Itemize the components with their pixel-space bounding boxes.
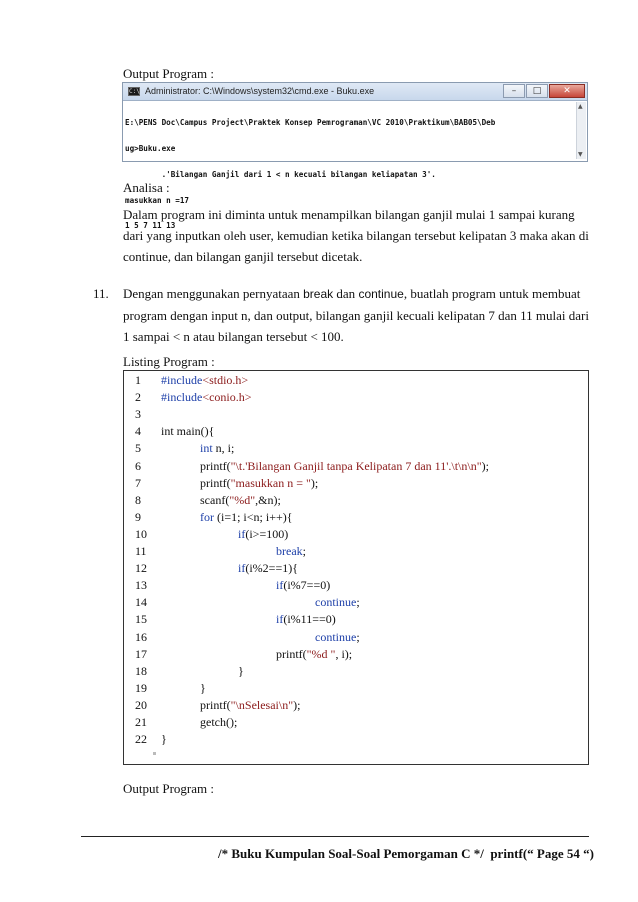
line-number: 15 [135, 612, 147, 627]
line-number: 18 [135, 663, 147, 678]
console-app-icon: C:\ [129, 88, 140, 95]
line-number: 1 [135, 373, 141, 387]
question-number: 11. [93, 286, 109, 301]
code-keyword: continue [315, 595, 357, 610]
line-number: 10 [135, 526, 147, 541]
question-line-1: Dengan menggunakan pernyataan break dan continue, buatlah program untuk membuat [123, 286, 581, 301]
code-token: (i%2==1){ [245, 561, 298, 576]
line-number: 2 [135, 390, 141, 405]
line-number: 22 [135, 732, 147, 747]
line-number: 21 [135, 715, 147, 729]
question-line-2: program dengan input n, dan output, bilangan ganjil kecuali kelipatan 7 dan 11 mulai dari [123, 308, 589, 323]
scroll-down-icon[interactable]: ▼ [578, 151, 583, 158]
code-keyword: for [200, 509, 214, 524]
code-token: getch(); [200, 715, 238, 729]
scroll-up-icon[interactable]: ▲ [578, 103, 583, 110]
code-keyword: if [276, 578, 284, 593]
line-number: 3 [135, 407, 141, 422]
code-token: } [200, 680, 206, 695]
code-text [238, 559, 298, 577]
code-text [200, 696, 300, 714]
code-token: printf( [200, 697, 231, 712]
code-text [238, 525, 288, 543]
code-token: scanf( [200, 492, 230, 507]
code-dot [153, 752, 156, 755]
code-text [315, 628, 360, 646]
code-text [161, 422, 214, 440]
code-text [161, 388, 252, 406]
console-line: ug>Buku.exe [125, 143, 176, 153]
code-keyword: int [200, 441, 213, 456]
listing-program-label: Listing Program : [123, 354, 215, 369]
code-text [161, 371, 248, 389]
line-number: 20 [135, 697, 147, 712]
code-token: (i=1; i<n; i++){ [214, 509, 293, 524]
console-scrollbar[interactable] [576, 102, 586, 159]
code-string: <conio.h> [202, 390, 252, 405]
console-line: 1 5 7 11 13 [125, 221, 176, 231]
code-listing [123, 370, 589, 765]
line-number: 16 [135, 629, 147, 644]
analisa-label: Analisa : [123, 180, 170, 195]
code-string: "\nSelesai\n" [230, 697, 294, 712]
line-number: 14 [135, 595, 147, 610]
console-title: Administrator: C:\Windows\system32\cmd.exe - Buku.exe [145, 86, 375, 96]
code-token: printf( [200, 475, 231, 490]
analisa-line: dari yang inputkan oleh user, kemudian ketika bilangan tersebut kelipatan 3 maka akan di [123, 228, 589, 243]
code-string: "masukkan n = " [230, 475, 311, 490]
code-string: "%d " [306, 646, 336, 661]
code-text [276, 542, 306, 560]
code-token: printf( [200, 458, 231, 473]
code-text [200, 491, 281, 509]
code-token: n, i; [212, 441, 235, 456]
code-token: int main(){ [161, 424, 215, 439]
question-line-3: 1 sampai < n atau bilangan tersebut < 100. [123, 329, 344, 344]
console-title-bar [123, 83, 587, 101]
console-line: .'Bilangan Ganjil dari 1 < n kecuali bilangan keliapatan 3'. [125, 169, 436, 179]
code-token: (i>=100) [245, 526, 289, 541]
line-number: 17 [135, 646, 147, 661]
line-number: 5 [135, 441, 141, 456]
analisa-line: continue, dan bilangan ganjil tersebut dicetak. [123, 249, 363, 264]
line-number: 8 [135, 492, 141, 507]
code-token: ; [356, 629, 360, 644]
code-keyword: #include [161, 373, 203, 387]
code-text [315, 593, 360, 611]
code-keyword: if [238, 561, 246, 576]
code-text [161, 730, 167, 748]
code-token: , i); [335, 646, 353, 661]
code-token: } [238, 663, 244, 678]
code-text [200, 474, 318, 492]
code-token: ; [302, 544, 306, 558]
line-number: 13 [135, 578, 147, 593]
code-text [200, 679, 206, 697]
line-number: 11 [135, 544, 147, 558]
line-number: 6 [135, 458, 141, 473]
question-text [123, 283, 593, 347]
code-keyword: if [238, 526, 246, 541]
code-string: <stdio.h> [202, 373, 249, 387]
analisa-paragraph [123, 204, 593, 267]
code-token: (i%7==0) [283, 578, 331, 593]
line-number: 19 [135, 680, 147, 695]
line-number: 12 [135, 561, 147, 576]
code-text [276, 645, 352, 663]
code-token: printf( [276, 646, 307, 661]
code-token: ); [293, 697, 301, 712]
code-token: } [161, 732, 167, 747]
code-token: (i%11==0) [283, 612, 336, 627]
code-keyword: #include [161, 390, 203, 405]
code-token: ,&n); [255, 492, 281, 507]
console-line: masukkan n =17 [125, 195, 190, 205]
code-text [238, 662, 244, 680]
code-token: ; [356, 595, 360, 610]
analisa-line: Dalam program ini diminta untuk menampilkan bilangan ganjil mulai 1 sampai kurang [123, 207, 575, 222]
line-number: 9 [135, 509, 141, 524]
code-text [200, 457, 489, 475]
line-number: 7 [135, 475, 141, 490]
page-footer: /* Buku Kumpulan Soal-Soal Pemorgaman C */ printf(“ Page 54 “) [218, 846, 594, 861]
code-keyword: if [276, 612, 284, 627]
close-icon[interactable]: ✕ [549, 84, 585, 98]
output-program-label-1: Output Program : [123, 66, 214, 81]
keyword-break: break [303, 287, 334, 301]
console-line: E:\PENS Doc\Campus Project\Praktek Konsep Pemrograman\VC 2010\Praktikum\BAB05\Deb [125, 118, 496, 128]
code-token: ); [481, 458, 489, 473]
code-text [200, 439, 234, 457]
code-string: "%d" [229, 492, 256, 507]
code-keyword: break [276, 544, 303, 558]
code-keyword: continue [315, 629, 357, 644]
output-program-label-2: Output Program : [123, 781, 214, 796]
code-text [200, 713, 237, 731]
keyword-continue: continue [358, 287, 404, 301]
code-text [276, 576, 330, 594]
code-string: "\t.'Bilangan Ganjil tanpa Kelipatan 7 dan 11'.\t\n\n" [230, 458, 482, 473]
code-text [276, 610, 336, 628]
maximize-icon[interactable]: □ [526, 84, 548, 98]
footer-rule [81, 836, 589, 837]
code-text [200, 508, 293, 526]
code-token: ); [310, 475, 319, 490]
minimize-icon[interactable]: – [503, 84, 525, 98]
line-number: 4 [135, 424, 141, 439]
